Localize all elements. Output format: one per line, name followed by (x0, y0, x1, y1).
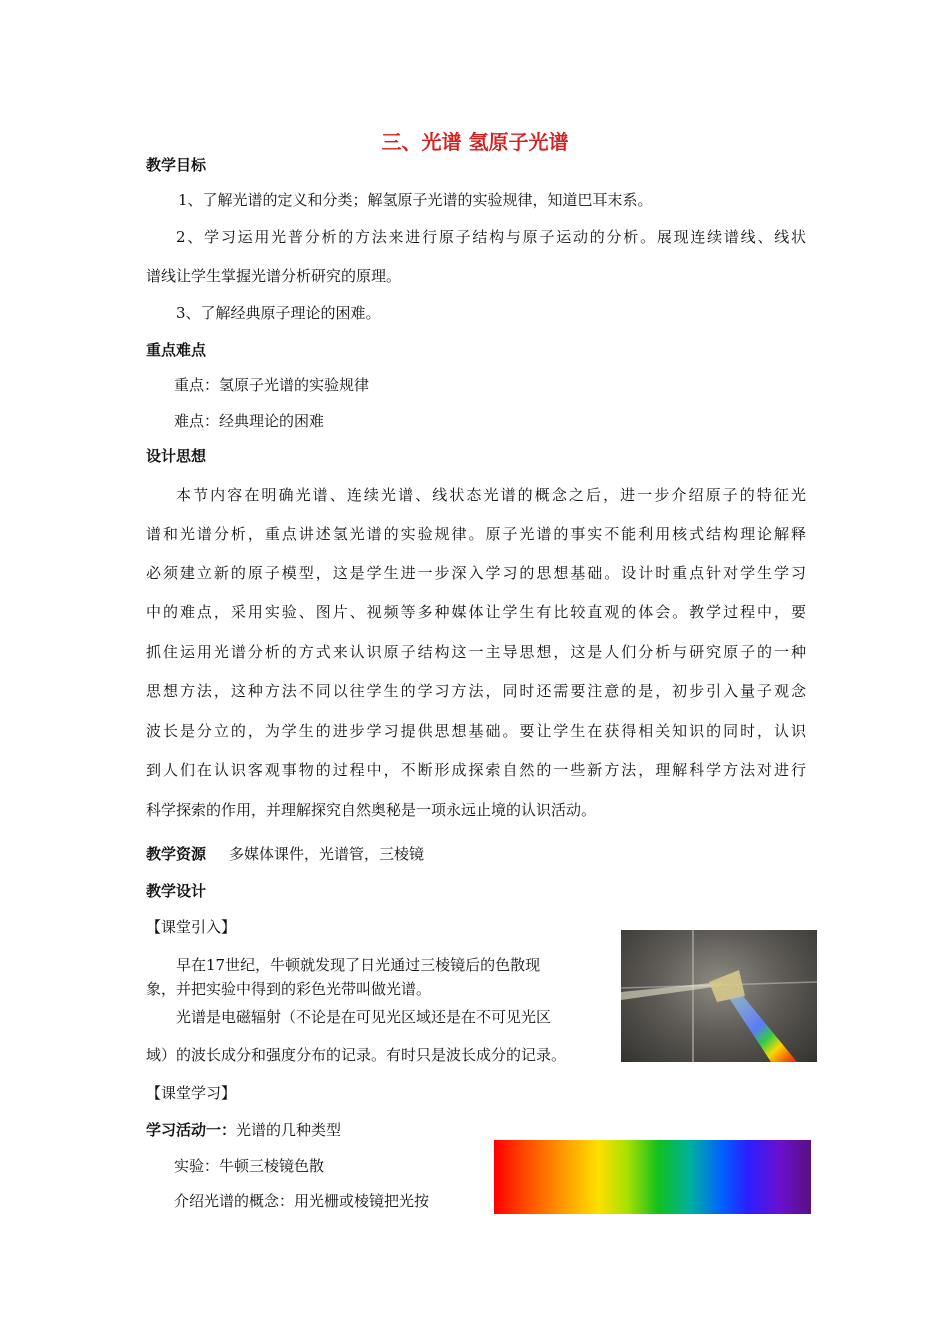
resources-text: 多媒体课件，光谱管，三棱镜 (229, 845, 425, 863)
study-label: 【课堂学习】 (146, 1084, 237, 1102)
intro-line: 象，并把实验中得到的彩色光带叫做光谱。 (146, 980, 432, 998)
objective-item: 3、了解经典原子理论的困难。 (176, 304, 381, 322)
design-line: 抓住运用光谱分析的方式来认识原子结构这一主导思想，这是人们分析与研究原子的一种 (146, 643, 806, 661)
key-points-heading: 重点难点 (146, 341, 207, 359)
objective-item: 1、了解光谱的定义和分类；解氢原子光谱的实验规律，知道巴耳末系。 (178, 191, 653, 209)
design-line: 思想方法，这种方法不同以往学生的学习方法，同时还需要注意的是，初步引入量子观念 (146, 682, 806, 700)
teaching-design-heading: 教学设计 (146, 882, 207, 900)
design-heading: 设计思想 (146, 447, 207, 465)
continuous-spectrum-image (494, 1140, 811, 1214)
difficult-point: 难点：经典理论的困难 (174, 412, 325, 430)
resources-heading: 教学资源 (146, 845, 207, 863)
page-title: 三、光谱 氢原子光谱 (381, 130, 569, 154)
design-line: 谱和光谱分析，重点讲述氢光谱的实验规律。原子光谱的事实不能利用核式结构理论解释 (146, 525, 806, 543)
design-line: 波长是分立的，为学生的进步学习提供思想基础。要让学生在获得相关知识的同时，认识 (146, 722, 806, 740)
key-point: 重点：氢原子光谱的实验规律 (174, 376, 370, 394)
design-line: 到人们在认识客观事物的过程中，不断形成探索自然的一些新方法，理解科学方法对进行 (146, 761, 806, 779)
prism-dispersion-photo (621, 930, 817, 1062)
intro-label: 【课堂引入】 (146, 918, 237, 936)
objectives-heading: 教学目标 (146, 156, 207, 174)
experiment-line: 实验：牛顿三棱镜色散 (174, 1157, 325, 1175)
activity-title: 光谱的几种类型 (236, 1121, 342, 1139)
intro-line: 光谱是电磁辐射（不论是在可见光区域还是在不可见光区 (176, 1008, 552, 1026)
activity-heading: 学习活动一： (146, 1121, 237, 1139)
objective-item: 谱线让学生掌握光谱分析研究的原理。 (146, 267, 402, 285)
objective-item: 2、学习运用光普分析的方法来进行原子结构与原子运动的分析。展现连续谱线、线状 (176, 228, 806, 246)
design-line: 中的难点，采用实验、图片、视频等多种媒体让学生有比较直观的体会。教学过程中，要 (146, 603, 806, 621)
intro-line: 域）的波长成分和强度分布的记录。有时只是波长成分的记录。 (146, 1046, 567, 1064)
design-line: 本节内容在明确光谱、连续光谱、线状态光谱的概念之后，进一步介绍原子的特征光 (176, 486, 806, 504)
activity-line (146, 1119, 341, 1140)
prism-photo-art (621, 930, 817, 1062)
concept-line: 介绍光谱的概念：用光栅或棱镜把光按 (174, 1192, 430, 1210)
intro-line: 早在17世纪，牛顿就发现了日光通过三棱镜后的色散现 (176, 956, 541, 974)
design-line: 必须建立新的原子模型，这是学生进一步深入学习的思想基础。设计时重点针对学生学习 (146, 564, 806, 582)
design-line: 科学探索的作用，并理解探究自然奥秘是一项永远止境的认识活动。 (146, 801, 597, 819)
